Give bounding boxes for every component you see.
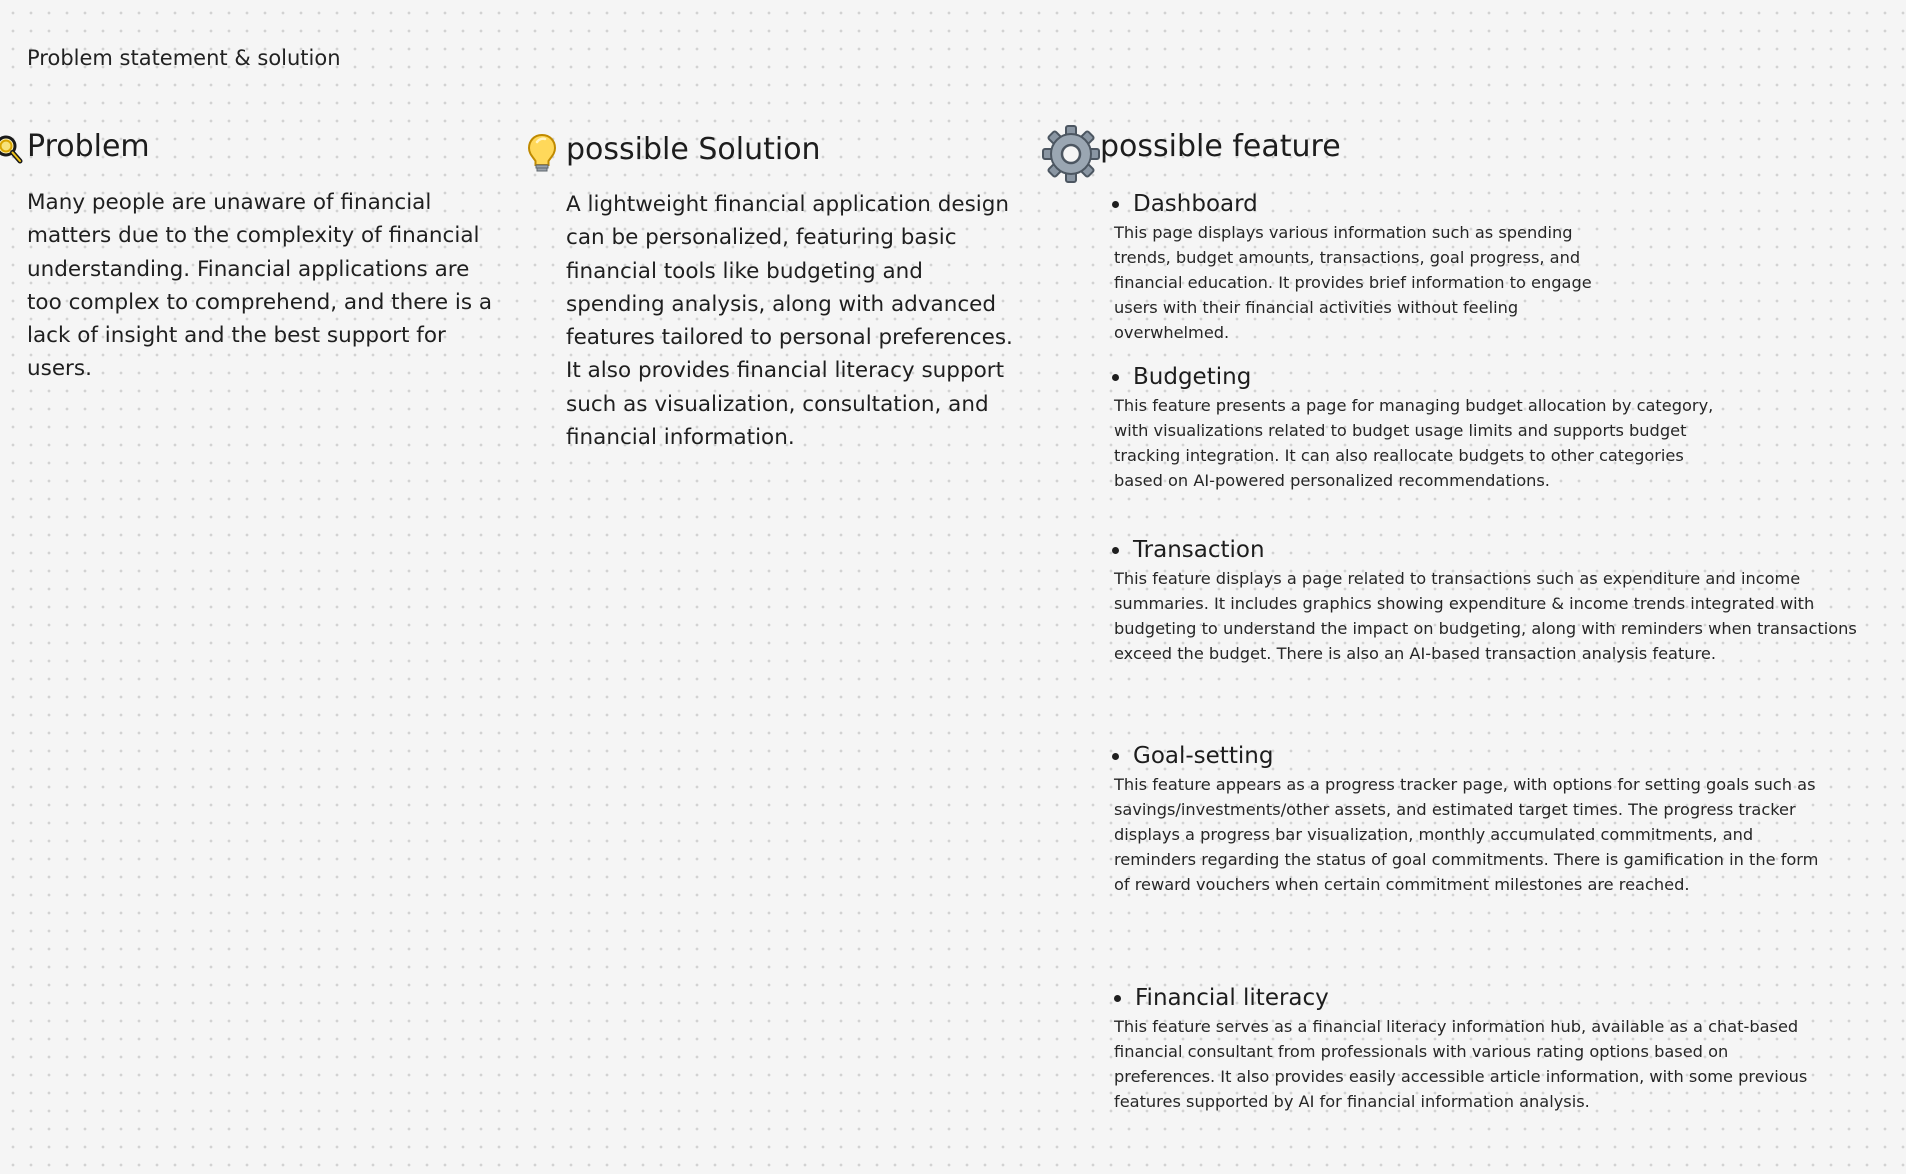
feature-title: Transaction bbox=[1133, 537, 1265, 563]
feature-item-goal-setting bbox=[1112, 741, 1827, 898]
feature-title: Goal-setting bbox=[1133, 743, 1274, 769]
board-title: Problem statement & solution bbox=[27, 46, 341, 70]
bullet-icon bbox=[1112, 547, 1119, 554]
solution-text: A lightweight financial application design can be personalized, featuring basic financial tools like budgeting and spending analysis, along with advanced features tailored to personal preferences. It also provides financial literacy support such as visualization, consultation, and financial information. bbox=[566, 192, 1013, 451]
feature-description: This feature appears as a progress tracker page, with options for setting goals such as savings/investments/other assets, and estimated target times. The progress tracker displays a progress bar visualization, monthly accumulated commitments, and reminders regarding the status of goal commitments. There is gamification in the form of reward vouchers when certain commitment milestones are reached. bbox=[1114, 775, 1819, 894]
problem-text: Many people are unaware of financial matters due to the complexity of financial understanding. Financial applications are too complex to comprehend, and there is a lack of insight and the best support for users. bbox=[27, 190, 493, 382]
feature-description: This page displays various information such as spending trends, budget amounts, transactions, goal progress, and financial education. It provides brief information to engage users with their financial activities without feeling overwhelmed. bbox=[1114, 223, 1592, 342]
feature-description: This feature displays a page related to transactions such as expenditure and income summaries. It includes graphics showing expenditure & income trends integrated with budgeting to understand the impact on budgeting, along with reminders when transactions exceed the budget. There is also an AI-based transaction analysis feature. bbox=[1114, 569, 1857, 663]
gear-icon bbox=[1042, 124, 1100, 184]
bullet-icon bbox=[1112, 201, 1119, 208]
feature-title: Dashboard bbox=[1133, 191, 1258, 217]
feature-item-budgeting bbox=[1112, 362, 1717, 494]
feature-item-dashboard bbox=[1112, 189, 1632, 346]
bullet-icon bbox=[1112, 374, 1119, 381]
feature-item-financial-literacy bbox=[1114, 983, 1834, 1115]
feature-title: Budgeting bbox=[1133, 364, 1252, 390]
feature-title: Financial literacy bbox=[1135, 985, 1329, 1011]
solution-heading: possible Solution bbox=[566, 132, 821, 167]
light-bulb-icon bbox=[526, 132, 558, 174]
feature-description: This feature serves as a financial literacy information hub, available as a chat-based financial consultant from professionals with various rating options based on preferences. It also provides easily accessible article information, with some previous features supported by AI for financial information analysis. bbox=[1114, 1017, 1808, 1111]
magnifying-glass-icon bbox=[0, 132, 26, 174]
bullet-icon bbox=[1114, 995, 1121, 1002]
problem-heading: Problem bbox=[27, 129, 150, 164]
feature-description: This feature presents a page for managing budget allocation by category, with visualizations related to budget usage limits and supports budget tracking integration. It can also reallocate budgets to other categories based on AI-powered personalized recommendations. bbox=[1114, 396, 1714, 490]
feature-item-transaction bbox=[1112, 535, 1888, 667]
features-heading: possible feature bbox=[1100, 129, 1341, 164]
bullet-icon bbox=[1112, 753, 1119, 760]
